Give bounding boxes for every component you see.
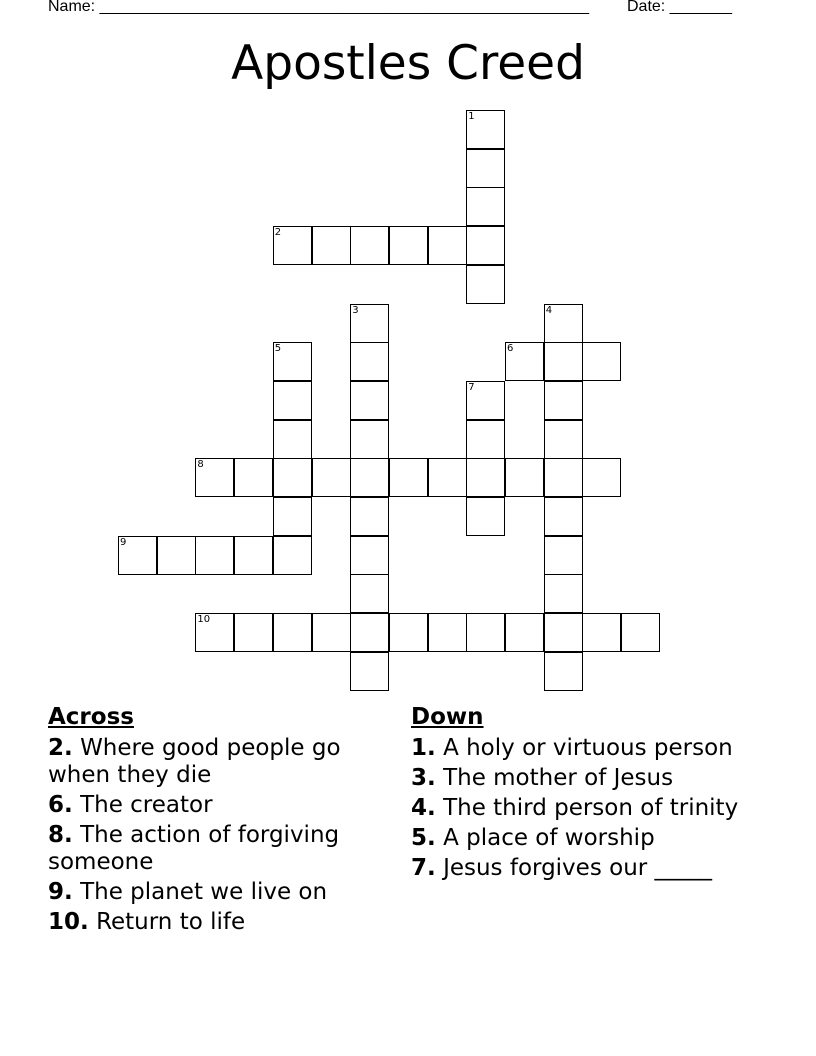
crossword-cell[interactable] [350,652,389,691]
clue-number: 2. [48,735,73,761]
date-field-line: Date: _______ [627,0,732,15]
crossword-cell[interactable] [350,536,389,575]
down-clue [411,795,751,822]
crossword-cell[interactable] [582,458,621,497]
clue-number: 7. [411,855,436,881]
crossword-cell[interactable] [544,420,583,459]
crossword-cell[interactable] [428,613,467,652]
clue-number-label: 3 [352,304,359,316]
clue-number: 9. [48,879,73,905]
crossword-cell[interactable] [234,536,273,575]
clue-number-label: 1 [468,111,475,122]
crossword-cell[interactable] [234,613,273,652]
clue-text: A holy or virtuous person [443,735,733,761]
crossword-cell[interactable] [466,226,505,265]
crossword-cell[interactable] [428,458,467,497]
crossword-cell[interactable] [350,304,389,343]
across-clue [48,822,388,876]
crossword-cell[interactable] [350,458,389,497]
clue-number-label: 4 [545,304,553,316]
clue-text: A place of worship [443,825,655,851]
crossword-cell[interactable] [195,458,234,497]
crossword-cell[interactable] [273,536,312,575]
clue-number-label: 6 [507,343,514,355]
crossword-cell[interactable] [544,497,583,536]
crossword-cell[interactable] [466,381,505,420]
crossword-cell[interactable] [389,458,428,497]
crossword-cell[interactable] [195,613,234,652]
crossword-cell[interactable] [273,458,312,497]
down-clue [411,735,751,762]
crossword-cell[interactable] [466,613,505,652]
crossword-cell[interactable] [544,652,583,691]
clue-number: 4. [411,795,436,821]
crossword-cell[interactable] [505,342,544,381]
crossword-cell[interactable] [234,458,273,497]
down-clue [411,855,751,882]
crossword-cell[interactable] [350,381,389,420]
down-heading: Down [411,704,484,730]
crossword-cell[interactable] [466,420,505,459]
crossword-cell[interactable] [118,536,157,575]
clue-number: 10. [48,909,89,935]
clue-text: Jesus forgives our _____ [443,855,713,881]
crossword-cell[interactable] [466,149,505,188]
clue-number: 8. [48,822,73,848]
crossword-cell[interactable] [273,497,312,536]
crossword-cell[interactable] [544,304,583,343]
clue-text: The action of forgiving someone [48,822,340,875]
down-clue [411,825,751,852]
crossword-cell[interactable] [350,420,389,459]
crossword-cell[interactable] [466,497,505,536]
clue-number-label: 10 [197,614,211,626]
crossword-cell[interactable] [505,613,544,652]
crossword-cell[interactable] [466,187,505,226]
crossword-cell[interactable] [544,613,583,652]
crossword-cell[interactable] [544,381,583,420]
crossword-cell[interactable] [157,536,196,575]
crossword-cell[interactable] [312,458,351,497]
clue-number: 1. [411,735,436,761]
down-clue-list [411,735,751,882]
down-clues [411,704,751,885]
crossword-cell[interactable] [466,265,505,304]
crossword-cell[interactable] [544,536,583,575]
across-clues [48,704,388,939]
crossword-cell[interactable] [582,613,621,652]
crossword-cell[interactable] [195,536,234,575]
clue-text: The mother of Jesus [443,765,674,791]
clue-number-label: 2 [274,227,282,239]
crossword-cell[interactable] [621,613,660,652]
crossword-cell[interactable] [582,342,621,381]
crossword-cell[interactable] [273,613,312,652]
crossword-cell[interactable] [350,342,389,381]
crossword-cell[interactable] [466,110,505,149]
clue-text: Return to life [96,909,246,935]
across-clue [48,792,388,819]
crossword-cell[interactable] [350,613,389,652]
across-clue [48,879,388,906]
clue-number-label: 8 [197,459,204,471]
crossword-cell[interactable] [273,226,312,265]
across-clue-list [48,735,388,936]
crossword-cell[interactable] [544,458,583,497]
clue-number-label: 7 [468,381,475,393]
crossword-cell[interactable] [350,226,389,265]
clue-number: 5. [411,825,436,851]
crossword-cell[interactable] [312,226,351,265]
puzzle-title: Apostles Creed [231,36,585,91]
clue-text: The third person of trinity [443,795,739,821]
name-field-line: Name: _______________________________________________________ [48,0,589,15]
crossword-cell[interactable] [428,226,467,265]
crossword-cell[interactable] [389,613,428,652]
clue-text: Where good people go when they die [48,735,341,788]
crossword-cell[interactable] [505,458,544,497]
clue-text: The planet we live on [80,879,328,905]
across-clue [48,735,388,789]
crossword-cell[interactable] [273,381,312,420]
clue-number-label: 9 [120,536,127,548]
clue-text: The creator [80,792,213,818]
across-heading: Across [48,704,134,730]
across-clue [48,909,388,936]
crossword-cell[interactable] [273,342,312,381]
crossword-cell[interactable] [389,226,428,265]
crossword-cell[interactable] [350,497,389,536]
crossword-cell[interactable] [273,420,312,459]
clue-number: 3. [411,765,436,791]
crossword-cell[interactable] [312,613,351,652]
crossword-cell[interactable] [544,342,583,381]
clue-number: 6. [48,792,73,818]
down-clue [411,765,751,792]
crossword-cell[interactable] [350,574,389,613]
crossword-cell[interactable] [544,574,583,613]
crossword-cell[interactable] [466,458,505,497]
clue-number-label: 5 [274,343,282,355]
